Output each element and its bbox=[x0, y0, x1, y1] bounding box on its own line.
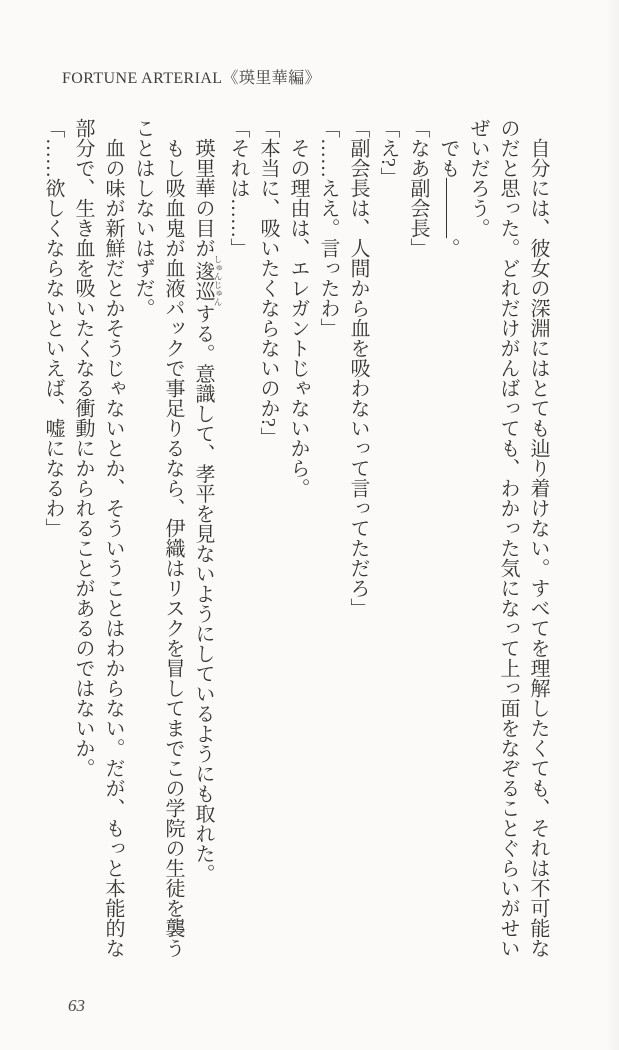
text-line: もし吸血鬼が血液パックで事足りるなら、伊織はリスクを冒してまでこの学院の生徒を襲う bbox=[162, 138, 184, 958]
text-line: 「……欲しくならないといえば、嘘になるわ」 bbox=[42, 118, 64, 538]
text-line: ことはしないはずだ。 bbox=[132, 118, 154, 318]
text-line: 「本当に、吸いたくならないのか?」 bbox=[257, 118, 279, 447]
text-line: 血の味が新鮮だとかそうじゃないとか、そういうことはわからない。だが、もっと本能的な bbox=[102, 138, 124, 958]
text-line: 「それは……」 bbox=[227, 118, 249, 258]
text-line: のだと思った。どれだけがんばっても、わかった気になって上っ面をなぞることぐらいがせい bbox=[497, 118, 519, 958]
running-header: FORTUNE ARTERIAL《瑛里華編》 bbox=[62, 70, 321, 87]
text-line: 「副会長は、人間から血を吸わないって言ってただろ」 bbox=[347, 118, 369, 618]
text-line: 「え?」 bbox=[377, 118, 399, 187]
body-text bbox=[38, 118, 553, 970]
text-line: 部分で、生き血を吸いたくなる衝動にかられることがあるのではないか。 bbox=[72, 118, 94, 778]
text-line: その理由は、エレガントじゃないから。 bbox=[287, 138, 309, 498]
text-line: 「なあ副会長」 bbox=[407, 118, 429, 258]
text-line: 「……ええ。言ったわ」 bbox=[317, 118, 339, 338]
ruby-annotation: 逡巡 しゅんじゅん bbox=[192, 255, 223, 307]
text-line: ぜいだろう。 bbox=[467, 118, 489, 238]
text-line: 自分には、彼女の深淵にはとても辿り着けない。すべてを理解したくても、それは不可能な bbox=[527, 138, 549, 958]
page-number: 63 bbox=[68, 996, 85, 1015]
text-line: でも―――。 bbox=[437, 138, 459, 258]
text-line: 瑛里華の目が逡巡 しゅんじゅんする。意識して、孝平を見ないようにしているようにも取れた。 bbox=[192, 138, 223, 884]
